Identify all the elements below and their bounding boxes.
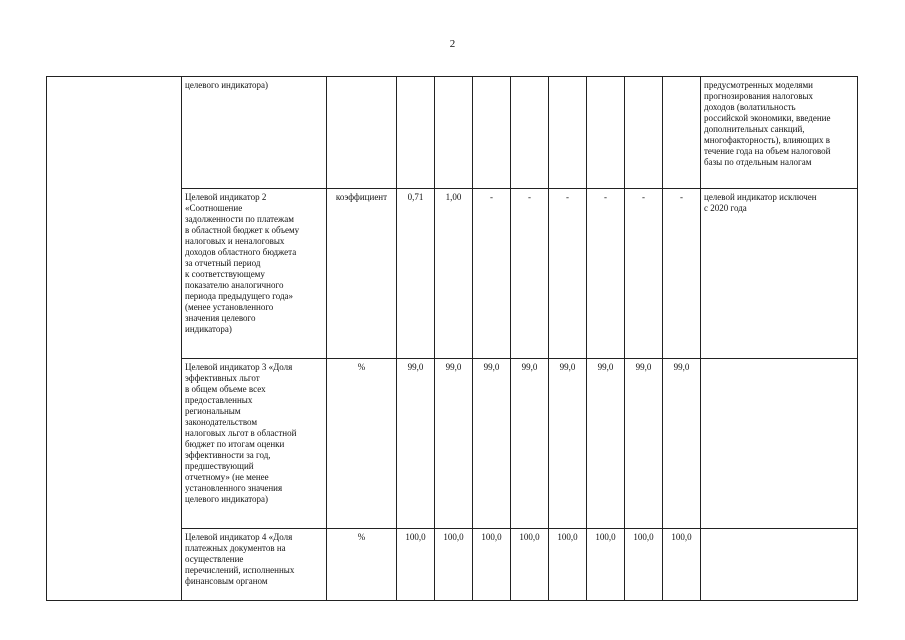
indicator-name-line: к соответствующему bbox=[185, 269, 265, 279]
value-cell: 100,0 bbox=[663, 529, 701, 601]
value-cell: 100,0 bbox=[397, 529, 435, 601]
indicator-name-line: Целевой индикатор 4 «Доля bbox=[185, 532, 293, 542]
indicator-name-line: индикатора) bbox=[185, 324, 232, 334]
indicator-name-line: перечислений, исполненных bbox=[185, 565, 295, 575]
indicator-name-line: доходов областного бюджета bbox=[185, 247, 297, 257]
value-cell: 100,0 bbox=[625, 529, 663, 601]
note-line: предусмотренных моделями bbox=[704, 80, 813, 90]
indicator-name-cell bbox=[182, 189, 327, 359]
indicator-name-line: эффективных льгот bbox=[185, 373, 260, 383]
value-cell: 99,0 bbox=[511, 359, 549, 529]
value-cell: 100,0 bbox=[549, 529, 587, 601]
table-row bbox=[47, 189, 858, 359]
indicator-name-line: предоставленных bbox=[185, 395, 253, 405]
note-line: прогнозирования налоговых bbox=[704, 91, 813, 101]
indicator-name-line: отчетному» (не менее bbox=[185, 472, 269, 482]
unit-cell: % bbox=[327, 359, 397, 529]
value-cell: 100,0 bbox=[587, 529, 625, 601]
indicator-name-cell bbox=[182, 529, 327, 601]
value-cell: - bbox=[625, 189, 663, 359]
value-cell: 99,0 bbox=[397, 359, 435, 529]
indicator-name-line: региональным bbox=[185, 406, 241, 416]
note-line: с 2020 года bbox=[704, 203, 747, 213]
indicator-name-line: платежных документов на bbox=[185, 543, 286, 553]
value-cell bbox=[663, 77, 701, 189]
value-cell: 99,0 bbox=[549, 359, 587, 529]
indicator-name-line: Целевой индикатор 2 bbox=[185, 192, 267, 202]
indicator-name-line: Целевой индикатор 3 «Доля bbox=[185, 362, 293, 372]
indicator-name-line: бюджет по итогам оценки bbox=[185, 439, 285, 449]
value-cell bbox=[587, 77, 625, 189]
indicator-name-line: целевого индикатора) bbox=[185, 494, 269, 504]
value-cell: - bbox=[587, 189, 625, 359]
note-line: российской экономики, введение bbox=[704, 113, 831, 123]
value-cell: - bbox=[549, 189, 587, 359]
value-cell bbox=[549, 77, 587, 189]
table-row bbox=[47, 359, 858, 529]
indicator-name-line: «Соотношение bbox=[185, 203, 243, 213]
note-line: доходов (волатильность bbox=[704, 102, 796, 112]
value-cell: 99,0 bbox=[473, 359, 511, 529]
note-line: течение года на объем налоговой bbox=[704, 146, 831, 156]
indicator-name-line: эффективности за год, bbox=[185, 450, 271, 460]
note-line: дополнительных санкций, bbox=[704, 124, 805, 134]
value-cell: 99,0 bbox=[587, 359, 625, 529]
unit-cell bbox=[327, 77, 397, 189]
indicator-name-line: периода предыдущего года» bbox=[185, 291, 294, 301]
value-cell bbox=[435, 77, 473, 189]
indicator-name-cell bbox=[182, 77, 327, 189]
indicator-name-line: осуществление bbox=[185, 554, 244, 564]
value-cell: 1,00 bbox=[435, 189, 473, 359]
blank-cell bbox=[47, 189, 182, 359]
note-line: базы по отдельным налогам bbox=[704, 157, 812, 167]
value-cell: - bbox=[663, 189, 701, 359]
value-cell bbox=[473, 77, 511, 189]
indicator-name-line: в общем объеме всех bbox=[185, 384, 266, 394]
blank-cell bbox=[47, 529, 182, 601]
unit-cell: коэффициент bbox=[327, 189, 397, 359]
value-cell: 100,0 bbox=[435, 529, 473, 601]
table-row bbox=[47, 529, 858, 601]
indicator-name-line: показателю аналогичного bbox=[185, 280, 284, 290]
indicator-name-line: финансовым органом bbox=[185, 576, 268, 586]
indicator-name-line: (менее установленного bbox=[185, 302, 274, 312]
value-cell: 100,0 bbox=[473, 529, 511, 601]
indicator-name-line: налоговых льгот в областной bbox=[185, 428, 297, 438]
note-cell bbox=[701, 77, 858, 189]
note-line: целевой индикатор исключен bbox=[704, 192, 817, 202]
indicator-name-cell bbox=[182, 359, 327, 529]
blank-cell bbox=[47, 359, 182, 529]
indicator-name-line: законодательством bbox=[185, 417, 258, 427]
indicator-name-line: в областной бюджет к объему bbox=[185, 225, 300, 235]
indicator-name-line: значения целевого bbox=[185, 313, 256, 323]
value-cell bbox=[397, 77, 435, 189]
note-cell bbox=[701, 359, 858, 529]
value-cell bbox=[511, 77, 549, 189]
blank-cell bbox=[47, 77, 182, 189]
value-cell: 100,0 bbox=[511, 529, 549, 601]
indicator-name-line: за отчетный период bbox=[185, 258, 261, 268]
note-cell bbox=[701, 529, 858, 601]
page-number: 2 bbox=[449, 38, 456, 50]
value-cell: 99,0 bbox=[435, 359, 473, 529]
value-cell: - bbox=[511, 189, 549, 359]
note-line: многофакторность), влияющих в bbox=[704, 135, 830, 145]
indicator-name-line: налоговых и неналоговых bbox=[185, 236, 285, 246]
indicator-name-line: задолженности по платежам bbox=[185, 214, 294, 224]
table-row bbox=[47, 77, 858, 189]
value-cell: 99,0 bbox=[663, 359, 701, 529]
indicator-name-line: предшествующий bbox=[185, 461, 254, 471]
indicator-name-line: целевого индикатора) bbox=[185, 80, 269, 90]
value-cell: - bbox=[473, 189, 511, 359]
indicator-name-line: установленного значения bbox=[185, 483, 283, 493]
note-cell bbox=[701, 189, 858, 359]
indicators-table bbox=[46, 76, 858, 601]
value-cell bbox=[625, 77, 663, 189]
unit-cell: % bbox=[327, 529, 397, 601]
value-cell: 0,71 bbox=[397, 189, 435, 359]
value-cell: 99,0 bbox=[625, 359, 663, 529]
